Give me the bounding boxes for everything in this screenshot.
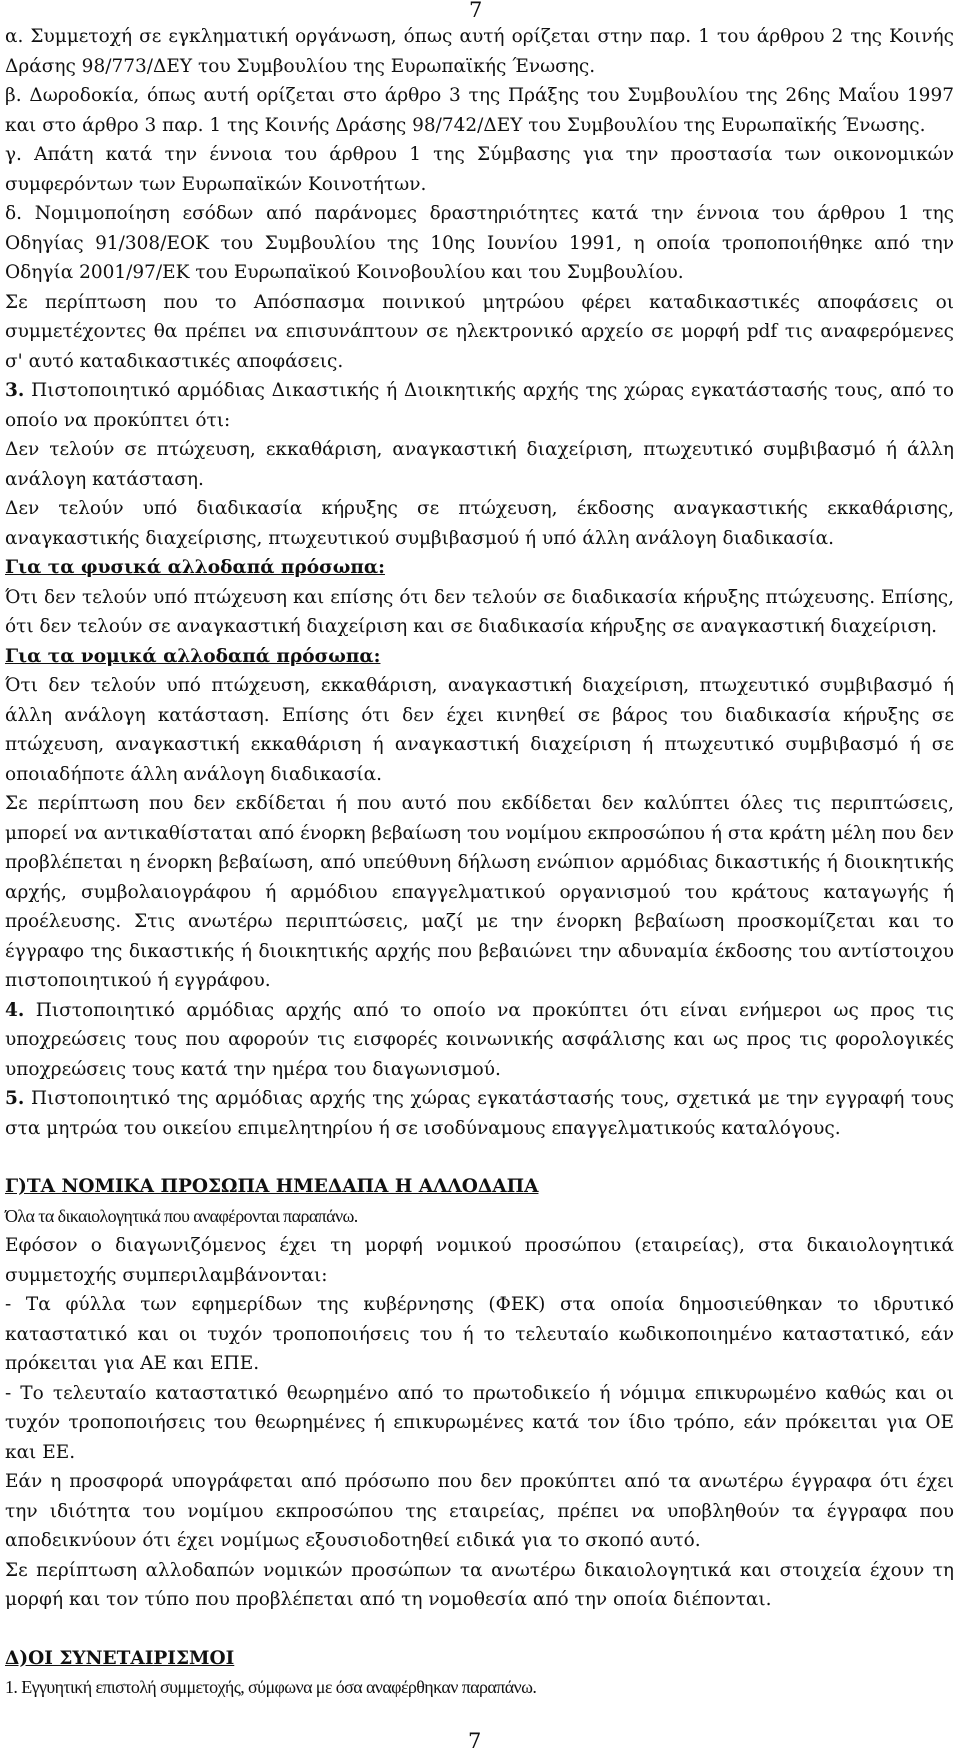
paragraph: γ. Απάτη κατά την έννοια του άρθρου 1 της Σύμβασης για την προστασία των οικονομικών συμφερόντων των Ευρωπαϊκών Κοινοτήτων. [5,144,954,195]
paragraph: Ότι δεν τελούν υπό πτώχευση και επίσης ότι δεν τελούν σε διαδικασία κήρυξης πτώχευσης. Επίσης, ότι δεν τελούν σε αναγκαστική διαχείριση και σε διαδικασία κήρυξης σε αναγκαστική διαχείριση. [5,586,954,637]
paragraph: Σε περίπτωση που δεν εκδίδεται ή που αυτό που εκδίδεται δεν καλύπτει όλες τις περιπτώσεις, μπορεί να αντικαθίσταται από ένορκη βεβαίωση του νομίμου εκπροσώπου ή στα κράτη μέλη που δεν προβλέπεται η ένορκη βεβαίωση, από υπεύθυνη δήλωση ενώπιον αρμόδιας δικαστικής ή διοικητικής αρχής, συμβολαιογράφου ή αρμόδιου επαγγελματικού οργανισμού του κράτους καταγωγής ή προέλευσης. Στις ανωτέρω περιπτώσεις, μαζί με την ένορκη βεβαίωση προσκομίζεται και το έγγραφο της δικαστικής ή διοικητικής αρχής που βεβαιώνει την αδυναμία έκδοσης του αντίστοιχου πιστοποιητικού ή εγγράφου. [5,793,954,991]
spacer [5,1143,954,1172]
paragraph: Εφόσον ο διαγωνιζόμενος έχει τη μορφή νομικού προσώπου (εταιρείας), στα δικαιολογητικά συμμετοχής συμπεριλαμβάνονται: [5,1235,954,1286]
paragraph [5,996,954,1085]
page-number-top: 7 [469,0,483,22]
paragraph: Δεν τελούν υπό διαδικασία κήρυξης σε πτώχευση, έκδοσης αναγκαστικής εκκαθάρισης, αναγκαστικής διαχείρισης, πτωχευτικού συμβιβασμού ή υπό άλλη ανάλογη διαδικασία. [5,498,954,549]
paragraph: α. Συμμετοχή σε εγκληματική οργάνωση, όπως αυτή ορίζεται στην παρ. 1 του άρθρου 2 της Κοινής Δράσης 98/773/ΔΕΥ του Συμβουλίου της Ευρωπαϊκής Ένωσης. [5,26,954,77]
paragraph [5,1084,954,1143]
paragraph [5,376,954,435]
paragraph: Εάν η προσφορά υπογράφεται από πρόσωπο που δεν προκύπτει από τα ανωτέρω έγγραφα ότι έχει την ιδιότητα του νομίμου εκπροσώπου της εταιρείας, πρέπει να υποβληθούν τα έγγραφα που αποδεικνύουν ότι έχει νομίμως εξουσιοδοτηθεί ειδικά για το σκοπό αυτό. [5,1471,954,1551]
paragraph: - Τα φύλλα των εφημερίδων της κυβέρνησης (ΦΕΚ) στα οποία δημοσιεύθηκαν το ιδρυτικό καταστατικό και οι τυχόν τροποποιήσεις του ή το τελευταίο κωδικοποιημένο καταστατικό, εάν πρόκειται για ΑΕ και ΕΠΕ. [5,1294,954,1374]
section-heading: Για τα φυσικά αλλοδαπά πρόσωπα: [5,557,385,578]
paragraph-text: Πιστοποιητικό της αρμόδιας αρχής της χώρας εγκατάστασής τους, σχετικά με την εγγραφή τους στα μητρώα του οικείου επιμελητηρίου ή σε ισοδύναμους επαγγελματικούς καταλόγους. [5,1088,954,1139]
paragraph: Σε περίπτωση αλλοδαπών νομικών προσώπων τα ανωτέρω δικαιολογητικά και στοιχεία έχουν τη μορφή και τον τύπο που προβλέπεται από τη νομοθεσία από την οποία διέπονται. [5,1559,954,1610]
paragraph: - Το τελευταίο καταστατικό θεωρημένο από το πρωτοδικείο ή νόμιμα επικυρωμένο καθώς και οι τυχόν τροποποιήσεις του θεωρημένες ή επικυρωμένες κατά τον ίδιο τρόπο, εάν πρόκειται για ΟΕ και ΕΕ. [5,1382,954,1463]
paragraph-text: Πιστοποιητικό αρμόδιας Δικαστικής ή Διοικητικής αρχής της χώρας εγκατάστασής τους, από το οποίο να προκύπτει ότι: [5,380,954,431]
item-number: 4. [5,999,25,1021]
paragraph: Ότι δεν τελούν υπό πτώχευση, εκκαθάριση, αναγκαστική διαχείριση, πτωχευτικό συμβιβασμό ή άλλη ανάλογη κατάσταση. Επίσης ότι δεν έχει κινηθεί σε βάρος του διαδικασία κήρυξης σε πτώχευση, αναγκαστική εκκαθάριση ή αναγκαστική διαχείριση ή πτωχευτικό συμβιβασμό ή σε οποιαδήποτε άλλη ανάλογη διαδικασία. [5,675,954,785]
section-heading: Για τα νομικά αλλοδαπά πρόσωπα: [5,645,381,667]
spacer [5,1615,954,1644]
paragraph: δ. Νομιμοποίηση εσόδων από παράνομες δραστηριότητες κατά την έννοια του άρθρου 1 της Οδηγίας 91/308/ΕΟΚ του Συμβουλίου της 10ης Ιουνίου 1991, η οποία τροποποιήθηκε από την Οδηγία 2001/97/ΕΚ του Ευρωπαϊκού Κοινοβουλίου και του Συμβουλίου. [5,203,954,283]
item-number: 3. [5,380,25,401]
paragraph: β. Δωροδοκία, όπως αυτή ορίζεται στο άρθρο 3 της Πράξης του Συμβουλίου της 26ης Μαΐου 1997 και στο άρθρο 3 παρ. 1 της Κοινής Δράσης 98/742/ΔΕΥ του Συμβουλίου της Ευρωπαϊκής Ένωσης. [5,85,954,136]
item-number: 5. [5,1088,25,1109]
section-heading: Δ)ΟΙ ΣΥΝΕΤΑΙΡΙΣΜΟΙ [5,1647,235,1669]
paragraph: Όλα τα δικαιολογητικά που αναφέρονται παραπάνω. [5,1205,358,1226]
section-heading: Γ)ΤΑ ΝΟΜΙΚΑ ΠΡΟΣΩΠΑ ΗΜΕΔΑΠΑ Η ΑΛΛΟΔΑΠΑ [5,1176,539,1197]
paragraph: 1. Εγγυητική επιστολή συμμετοχής, σύμφωνα με όσα αναφέρθηκαν παραπάνω. [5,1677,537,1697]
paragraph: Δεν τελούν σε πτώχευση, εκκαθάριση, αναγκαστική διαχείριση, πτωχευτικό συμβιβασμό ή άλλη ανάλογη κατάσταση. [5,439,954,490]
paragraph-text: Πιστοποιητικό αρμόδιας αρχής από το οποίο να προκύπτει ότι είναι ενήμεροι ως προς τις υποχρεώσεις τους που αφορούν τις εισφορές κοινωνικής ασφάλισης και ως προς τις φορολογικές υποχρεώσεις τους κατά την ημέρα του διαγωνισμού. [5,999,954,1080]
page-number-bottom: 7 [468,1729,482,1753]
paragraph: Σε περίπτωση που το Απόσπασμα ποινικού μητρώου φέρει καταδικαστικές αποφάσεις οι συμμετέχοντες θα πρέπει να επισυνάπτουν σε ηλεκτρονικό αρχείο σε μορφή pdf τις αναφερόμενες σ' αυτό καταδικαστικές αποφάσεις. [5,291,954,372]
document-body [5,22,954,1703]
